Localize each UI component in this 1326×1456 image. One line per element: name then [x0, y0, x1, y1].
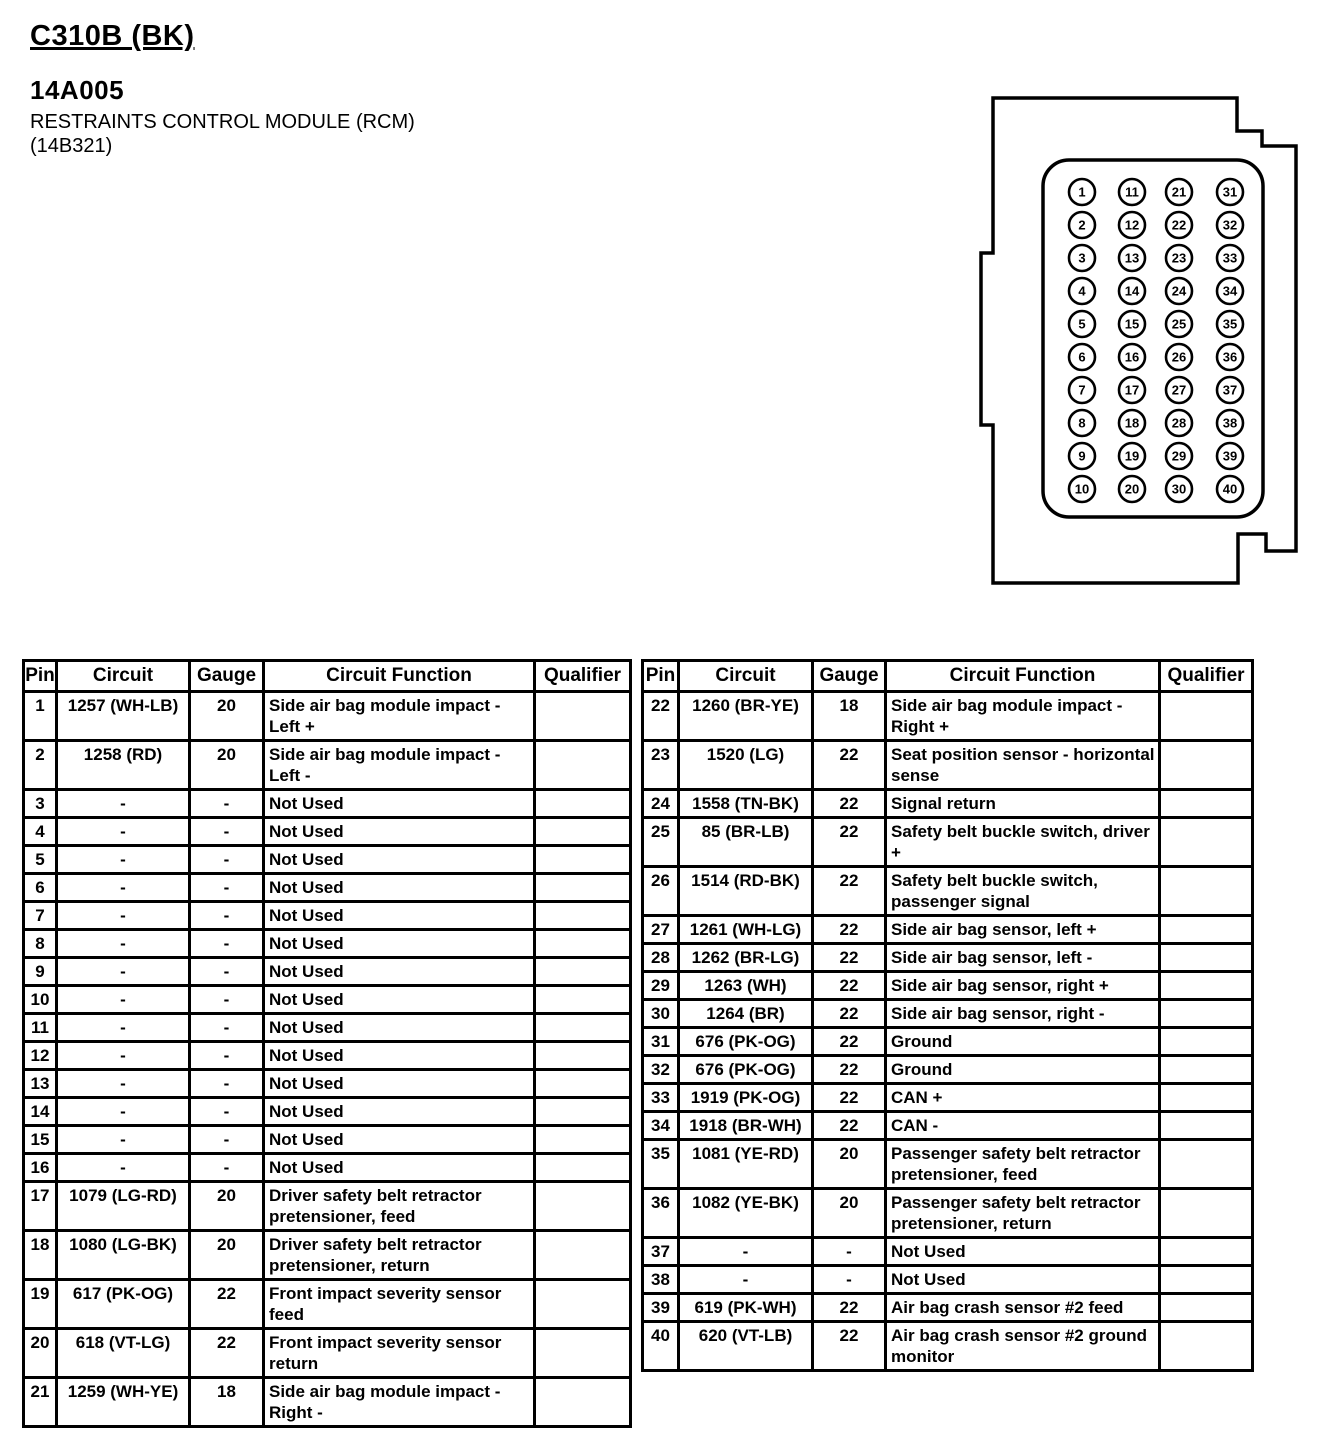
connector-pin-number: 40	[1222, 481, 1238, 497]
connector-pin-number: 13	[1124, 250, 1140, 266]
qualifier-cell	[535, 1378, 631, 1427]
connector-pin-number: 26	[1171, 349, 1187, 365]
table-row	[643, 916, 1253, 944]
function-cell: Side air bag module impact - Right +	[886, 692, 1160, 741]
connector-pin-number: 22	[1171, 217, 1187, 233]
pin-cell: 25	[643, 818, 679, 867]
qualifier-cell	[535, 1154, 631, 1182]
connector-pin-number: 17	[1124, 382, 1140, 398]
function-cell: Signal return	[886, 790, 1160, 818]
qualifier-cell	[1160, 1112, 1253, 1140]
function-cell: Air bag crash sensor #2 feed	[886, 1294, 1160, 1322]
function-cell: Passenger safety belt retractor pretensioner, return	[886, 1189, 1160, 1238]
circuit-cell: 1919 (PK-OG)	[679, 1084, 813, 1112]
function-cell: Safety belt buckle switch, driver +	[886, 818, 1160, 867]
pin-cell: 38	[643, 1266, 679, 1294]
pin-cell: 1	[24, 692, 57, 741]
col-header-circuit-function: Circuit Function	[264, 661, 535, 692]
table-row	[643, 1189, 1253, 1238]
table-row	[24, 1070, 631, 1098]
qualifier-cell	[1160, 1266, 1253, 1294]
qualifier-cell	[1160, 1000, 1253, 1028]
qualifier-cell	[1160, 1189, 1253, 1238]
table-row	[643, 944, 1253, 972]
gauge-cell: 22	[813, 1322, 886, 1371]
qualifier-cell	[1160, 790, 1253, 818]
pin-cell: 32	[643, 1056, 679, 1084]
pin-cell: 20	[24, 1329, 57, 1378]
qualifier-cell	[1160, 1238, 1253, 1266]
connector-pin-number: 12	[1124, 217, 1140, 233]
connector-pin-number: 14	[1124, 283, 1140, 299]
component-name: RESTRAINTS CONTROL MODULE (RCM)	[30, 111, 415, 133]
col-header-pin: Pin	[24, 661, 57, 692]
table-row	[24, 1231, 631, 1280]
pin-cell: 40	[643, 1322, 679, 1371]
circuit-cell: 1258 (RD)	[57, 741, 190, 790]
qualifier-cell	[535, 1329, 631, 1378]
pin-cell: 13	[24, 1070, 57, 1098]
connector-pin-number: 6	[1078, 349, 1086, 365]
circuit-cell: 1081 (YE-RD)	[679, 1140, 813, 1189]
circuit-cell: 1918 (BR-WH)	[679, 1112, 813, 1140]
function-cell: Air bag crash sensor #2 ground monitor	[886, 1322, 1160, 1371]
pin-cell: 19	[24, 1280, 57, 1329]
pin-cell: 24	[643, 790, 679, 818]
circuit-cell: -	[57, 874, 190, 902]
function-cell: Passenger safety belt retractor pretensioner, feed	[886, 1140, 1160, 1189]
pin-cell: 37	[643, 1238, 679, 1266]
circuit-cell: 676 (PK-OG)	[679, 1056, 813, 1084]
qualifier-cell	[1160, 972, 1253, 1000]
qualifier-cell	[1160, 692, 1253, 741]
circuit-cell: -	[57, 958, 190, 986]
qualifier-cell	[1160, 1294, 1253, 1322]
function-cell: Not Used	[264, 874, 535, 902]
table-row	[643, 972, 1253, 1000]
gauge-cell: -	[190, 874, 264, 902]
connector-pin-number: 27	[1171, 382, 1187, 398]
connector-pin-number: 25	[1171, 316, 1187, 332]
gauge-cell: 20	[190, 1231, 264, 1280]
connector-pin-number: 28	[1171, 415, 1187, 431]
function-cell: Driver safety belt retractor pretensioner, feed	[264, 1182, 535, 1231]
connector-id: C310B (BK)	[30, 20, 195, 52]
gauge-cell: 22	[190, 1280, 264, 1329]
pin-cell: 17	[24, 1182, 57, 1231]
connector-pin-number: 37	[1222, 382, 1238, 398]
function-cell: CAN -	[886, 1112, 1160, 1140]
function-cell: Side air bag sensor, left +	[886, 916, 1160, 944]
qualifier-cell	[535, 930, 631, 958]
table-row	[24, 692, 631, 741]
function-cell: Side air bag sensor, right +	[886, 972, 1160, 1000]
connector-pin-number: 10	[1074, 481, 1090, 497]
pin-cell: 21	[24, 1378, 57, 1427]
table-row	[643, 867, 1253, 916]
table-row	[24, 1098, 631, 1126]
table-row	[24, 1154, 631, 1182]
circuit-cell: 1257 (WH-LB)	[57, 692, 190, 741]
connector-pin-number: 21	[1171, 184, 1187, 200]
pin-cell: 15	[24, 1126, 57, 1154]
qualifier-cell	[535, 818, 631, 846]
qualifier-cell	[535, 692, 631, 741]
table-header-row	[24, 661, 631, 692]
connector-pin-number: 7	[1078, 382, 1086, 398]
connector-pin-number: 36	[1222, 349, 1238, 365]
qualifier-cell	[535, 902, 631, 930]
table-row	[643, 741, 1253, 790]
gauge-cell: -	[190, 790, 264, 818]
connector-pin-number: 24	[1171, 283, 1187, 299]
qualifier-cell	[1160, 1028, 1253, 1056]
gauge-cell: 22	[813, 1112, 886, 1140]
table-row	[643, 818, 1253, 867]
table-row	[643, 790, 1253, 818]
pin-cell: 2	[24, 741, 57, 790]
pin-table-left	[22, 659, 632, 1428]
pin-cell: 8	[24, 930, 57, 958]
circuit-cell: 1520 (LG)	[679, 741, 813, 790]
pin-cell: 26	[643, 867, 679, 916]
table-row	[643, 1238, 1253, 1266]
pin-table-right	[641, 659, 1254, 1372]
circuit-cell: 1082 (YE-BK)	[679, 1189, 813, 1238]
connector-pin-number: 19	[1124, 448, 1140, 464]
pin-cell: 33	[643, 1084, 679, 1112]
table-row	[24, 986, 631, 1014]
pin-cell: 36	[643, 1189, 679, 1238]
function-cell: Not Used	[264, 790, 535, 818]
connector-pin-number: 30	[1171, 481, 1187, 497]
circuit-cell: -	[57, 790, 190, 818]
table-row	[643, 1322, 1253, 1371]
qualifier-cell	[535, 1231, 631, 1280]
circuit-cell: -	[57, 1098, 190, 1126]
function-cell: Side air bag sensor, left -	[886, 944, 1160, 972]
qualifier-cell	[535, 1042, 631, 1070]
connector-pin-number: 23	[1171, 250, 1187, 266]
circuit-cell: 1558 (TN-BK)	[679, 790, 813, 818]
table-row	[24, 1329, 631, 1378]
gauge-cell: 20	[813, 1140, 886, 1189]
pin-cell: 14	[24, 1098, 57, 1126]
qualifier-cell	[535, 790, 631, 818]
table-row	[643, 1000, 1253, 1028]
gauge-cell: -	[190, 1042, 264, 1070]
connector-pin-number: 8	[1078, 415, 1086, 431]
function-cell: Not Used	[264, 846, 535, 874]
table-row	[643, 1056, 1253, 1084]
circuit-cell: -	[57, 846, 190, 874]
connector-pin-number: 32	[1222, 217, 1238, 233]
col-header-gauge: Gauge	[813, 661, 886, 692]
pin-cell: 27	[643, 916, 679, 944]
qualifier-cell	[535, 874, 631, 902]
connector-pin-number: 15	[1124, 316, 1140, 332]
gauge-cell: -	[813, 1266, 886, 1294]
connector-pin-number: 31	[1222, 184, 1238, 200]
connector-pin-number: 35	[1222, 316, 1238, 332]
circuit-cell: 676 (PK-OG)	[679, 1028, 813, 1056]
gauge-cell: 22	[813, 741, 886, 790]
table-row	[643, 1084, 1253, 1112]
pin-cell: 7	[24, 902, 57, 930]
circuit-cell: 619 (PK-WH)	[679, 1294, 813, 1322]
qualifier-cell	[535, 741, 631, 790]
table-row	[24, 790, 631, 818]
connector-pin-number: 18	[1124, 415, 1140, 431]
qualifier-cell	[535, 1098, 631, 1126]
qualifier-cell	[1160, 818, 1253, 867]
pin-cell: 39	[643, 1294, 679, 1322]
circuit-cell: 1259 (WH-YE)	[57, 1378, 190, 1427]
connector-pin-number: 4	[1078, 283, 1086, 299]
qualifier-cell	[535, 1182, 631, 1231]
gauge-cell: -	[190, 1098, 264, 1126]
gauge-cell: -	[190, 818, 264, 846]
gauge-cell: -	[190, 902, 264, 930]
connector-pin-number: 3	[1078, 250, 1086, 266]
gauge-cell: 22	[813, 1000, 886, 1028]
gauge-cell: 22	[813, 1294, 886, 1322]
qualifier-cell	[1160, 944, 1253, 972]
qualifier-cell	[535, 958, 631, 986]
qualifier-cell	[535, 1126, 631, 1154]
connector-pin-number: 38	[1222, 415, 1238, 431]
qualifier-cell	[1160, 1056, 1253, 1084]
pin-cell: 18	[24, 1231, 57, 1280]
pin-cell: 29	[643, 972, 679, 1000]
qualifier-cell	[535, 1014, 631, 1042]
circuit-cell: 1080 (LG-BK)	[57, 1231, 190, 1280]
table-row	[24, 818, 631, 846]
gauge-cell: -	[190, 846, 264, 874]
gauge-cell: -	[813, 1238, 886, 1266]
function-cell: Not Used	[264, 1014, 535, 1042]
circuit-cell: 1079 (LG-RD)	[57, 1182, 190, 1231]
qualifier-cell	[1160, 867, 1253, 916]
table-row	[24, 1014, 631, 1042]
connector-pin-number: 34	[1222, 283, 1238, 299]
table-row	[24, 846, 631, 874]
gauge-cell: 22	[813, 1084, 886, 1112]
pin-cell: 30	[643, 1000, 679, 1028]
gauge-cell: 20	[813, 1189, 886, 1238]
gauge-cell: -	[190, 1070, 264, 1098]
part-number: 14A005	[30, 75, 125, 105]
table-row	[24, 1042, 631, 1070]
table-row	[643, 1266, 1253, 1294]
function-cell: Front impact severity sensor return	[264, 1329, 535, 1378]
connector-pin-number: 33	[1222, 250, 1238, 266]
pin-cell: 9	[24, 958, 57, 986]
table-row	[24, 1182, 631, 1231]
qualifier-cell	[535, 1070, 631, 1098]
col-header-circuit: Circuit	[679, 661, 813, 692]
function-cell: Ground	[886, 1028, 1160, 1056]
table-row	[24, 1280, 631, 1329]
table-row	[643, 1028, 1253, 1056]
connector-pin-number: 2	[1078, 217, 1086, 233]
function-cell: Not Used	[264, 818, 535, 846]
circuit-cell: -	[57, 1014, 190, 1042]
connector-pin-number: 1	[1078, 184, 1086, 200]
circuit-cell: -	[57, 1154, 190, 1182]
function-cell: Side air bag sensor, right -	[886, 1000, 1160, 1028]
function-cell: Not Used	[264, 1154, 535, 1182]
pin-cell: 35	[643, 1140, 679, 1189]
circuit-cell: -	[57, 902, 190, 930]
circuit-cell: 1514 (RD-BK)	[679, 867, 813, 916]
qualifier-cell	[535, 986, 631, 1014]
connector-diagram	[0, 0, 1326, 600]
circuit-cell: 1260 (BR-YE)	[679, 692, 813, 741]
pin-cell: 28	[643, 944, 679, 972]
table-row	[24, 1378, 631, 1427]
gauge-cell: -	[190, 1014, 264, 1042]
circuit-cell: -	[57, 1126, 190, 1154]
gauge-cell: 22	[813, 1056, 886, 1084]
connector-pin-number: 39	[1222, 448, 1238, 464]
function-cell: Safety belt buckle switch, passenger signal	[886, 867, 1160, 916]
circuit-cell: 1262 (BR-LG)	[679, 944, 813, 972]
pin-cell: 10	[24, 986, 57, 1014]
gauge-cell: -	[190, 930, 264, 958]
gauge-cell: 20	[190, 692, 264, 741]
circuit-cell: -	[57, 1070, 190, 1098]
gauge-cell: 18	[190, 1378, 264, 1427]
function-cell: CAN +	[886, 1084, 1160, 1112]
table-row	[643, 1294, 1253, 1322]
gauge-cell: 22	[190, 1329, 264, 1378]
connector-pin-number: 20	[1124, 481, 1140, 497]
gauge-cell: 22	[813, 867, 886, 916]
gauge-cell: -	[190, 1154, 264, 1182]
circuit-cell: -	[57, 986, 190, 1014]
qualifier-cell	[1160, 1084, 1253, 1112]
circuit-cell: 1263 (WH)	[679, 972, 813, 1000]
circuit-cell: -	[679, 1238, 813, 1266]
qualifier-cell	[1160, 1140, 1253, 1189]
gauge-cell: 22	[813, 818, 886, 867]
circuit-cell: -	[679, 1266, 813, 1294]
qualifier-cell	[1160, 741, 1253, 790]
col-header-qualifier: Qualifier	[1160, 661, 1253, 692]
pin-cell: 6	[24, 874, 57, 902]
connector-pin-number: 16	[1124, 349, 1140, 365]
pin-cell: 31	[643, 1028, 679, 1056]
table-row	[24, 930, 631, 958]
function-cell: Not Used	[886, 1238, 1160, 1266]
circuit-cell: 1264 (BR)	[679, 1000, 813, 1028]
pin-cell: 4	[24, 818, 57, 846]
gauge-cell: 18	[813, 692, 886, 741]
circuit-cell: 618 (VT-LG)	[57, 1329, 190, 1378]
gauge-cell: 22	[813, 972, 886, 1000]
function-cell: Not Used	[264, 1042, 535, 1070]
connector-pin-number: 29	[1171, 448, 1187, 464]
table-row	[24, 958, 631, 986]
table-row	[643, 692, 1253, 741]
qualifier-cell	[1160, 1322, 1253, 1371]
col-header-gauge: Gauge	[190, 661, 264, 692]
function-cell: Driver safety belt retractor pretensioner, return	[264, 1231, 535, 1280]
col-header-circuit-function: Circuit Function	[886, 661, 1160, 692]
circuit-cell: 620 (VT-LB)	[679, 1322, 813, 1371]
circuit-cell: -	[57, 930, 190, 958]
function-cell: Not Used	[886, 1266, 1160, 1294]
pin-cell: 16	[24, 1154, 57, 1182]
gauge-cell: 20	[190, 741, 264, 790]
function-cell: Not Used	[264, 1126, 535, 1154]
gauge-cell: -	[190, 958, 264, 986]
function-cell: Not Used	[264, 1070, 535, 1098]
component-code: (14B321)	[30, 135, 113, 157]
function-cell: Not Used	[264, 930, 535, 958]
pin-cell: 34	[643, 1112, 679, 1140]
circuit-cell: 1261 (WH-LG)	[679, 916, 813, 944]
circuit-cell: 617 (PK-OG)	[57, 1280, 190, 1329]
function-cell: Not Used	[264, 986, 535, 1014]
gauge-cell: 22	[813, 916, 886, 944]
circuit-cell: -	[57, 818, 190, 846]
col-header-pin: Pin	[643, 661, 679, 692]
gauge-cell: 22	[813, 1028, 886, 1056]
qualifier-cell	[1160, 916, 1253, 944]
circuit-cell: 85 (BR-LB)	[679, 818, 813, 867]
gauge-cell: -	[190, 986, 264, 1014]
function-cell: Side air bag module impact - Left +	[264, 692, 535, 741]
pin-cell: 12	[24, 1042, 57, 1070]
pin-cell: 3	[24, 790, 57, 818]
function-cell: Seat position sensor - horizontal sense	[886, 741, 1160, 790]
col-header-circuit: Circuit	[57, 661, 190, 692]
function-cell: Front impact severity sensor feed	[264, 1280, 535, 1329]
connector-pin-number: 9	[1078, 448, 1086, 464]
pin-cell: 11	[24, 1014, 57, 1042]
gauge-cell: 22	[813, 944, 886, 972]
table-header-row	[643, 661, 1253, 692]
gauge-cell: 22	[813, 790, 886, 818]
qualifier-cell	[535, 1280, 631, 1329]
connector-pin-number: 11	[1125, 184, 1139, 200]
function-cell: Ground	[886, 1056, 1160, 1084]
table-row	[24, 741, 631, 790]
gauge-cell: -	[190, 1126, 264, 1154]
circuit-cell: -	[57, 1042, 190, 1070]
table-row	[24, 874, 631, 902]
gauge-cell: 20	[190, 1182, 264, 1231]
pin-cell: 23	[643, 741, 679, 790]
table-row	[643, 1140, 1253, 1189]
function-cell: Side air bag module impact - Left -	[264, 741, 535, 790]
pin-cell: 22	[643, 692, 679, 741]
col-header-qualifier: Qualifier	[535, 661, 631, 692]
qualifier-cell	[535, 846, 631, 874]
table-row	[24, 1126, 631, 1154]
table-row	[24, 902, 631, 930]
table-row	[643, 1112, 1253, 1140]
connector-pin-number: 5	[1078, 316, 1086, 332]
function-cell: Side air bag module impact - Right -	[264, 1378, 535, 1427]
pin-cell: 5	[24, 846, 57, 874]
function-cell: Not Used	[264, 1098, 535, 1126]
function-cell: Not Used	[264, 902, 535, 930]
function-cell: Not Used	[264, 958, 535, 986]
